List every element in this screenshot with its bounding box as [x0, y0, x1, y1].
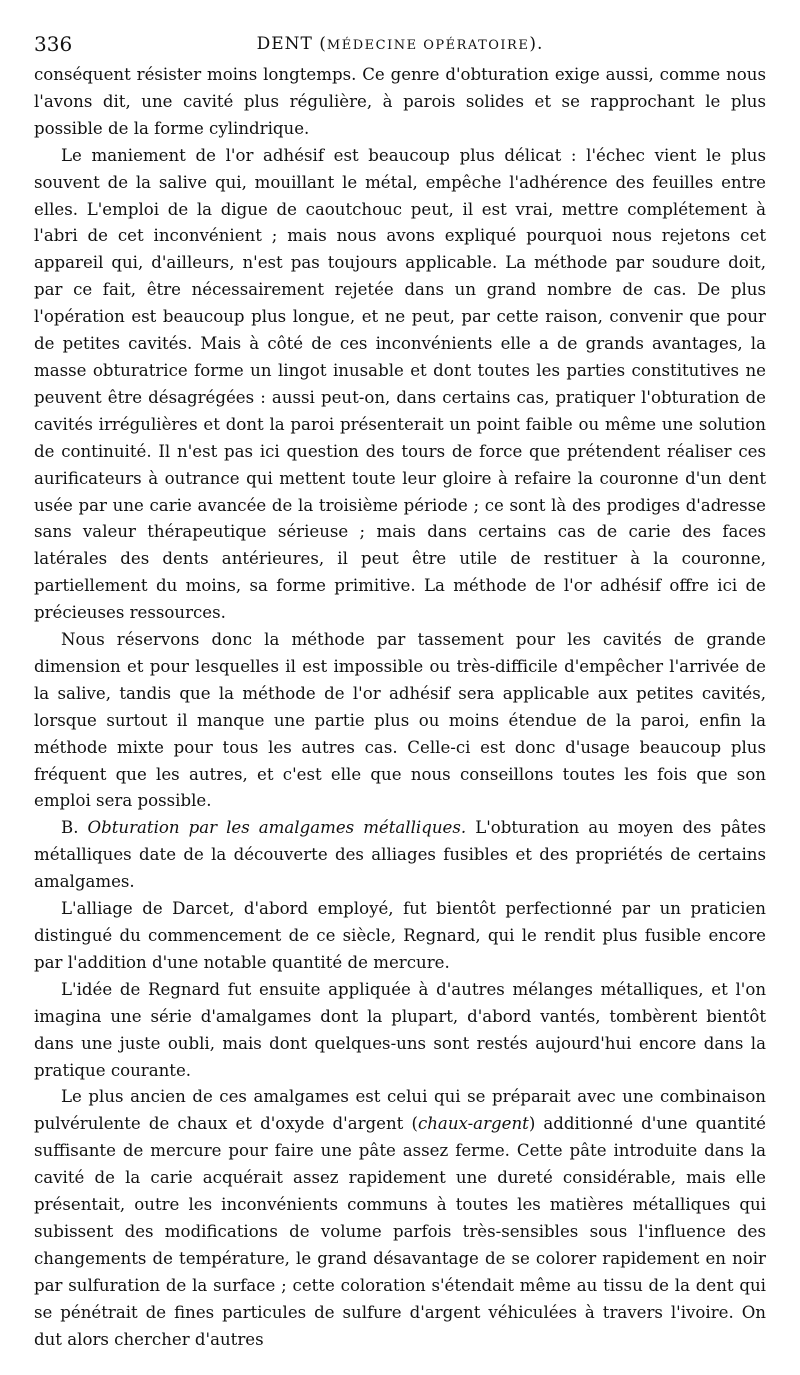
running-title	[34, 30, 766, 60]
paragraph-continuation: conséquent résister moins longtemps. Ce genre d'obturation exige aussi, comme nous l'avons dit, une cavité plus régulière, à parois solides et se rapprochant le plus possible de la forme cylindrique.	[34, 65, 766, 138]
running-title-open: (	[312, 34, 327, 54]
page-number: 336	[34, 32, 73, 56]
chaux-argent-italic: chaux-argent	[417, 1114, 529, 1134]
running-title-main: DENT	[256, 34, 313, 54]
chaux-argent-text-b: ) additionné d'une quantité suffisante de mercure pour faire une pâte assez ferme. Cette pâte introduite dans la cavité de la carie acquérait assez rapidement une dureté considérable, mais elle présentait, outre les inconvénients communs à toutes les matières métalliques qui subissent des modifications de volume parfois très-sensibles sous l'influence des changements de température, le grand désavantage de se colorer rapidement en noir par sulfuration de la surface ; cette coloration s'étendait même au tissu de la dent qui se pénétrait de fines particules de sulfure d'argent véhiculées à travers l'ivoire. On dut alors chercher d'autres	[34, 1114, 766, 1349]
paragraph-alliage-darcet: L'alliage de Darcet, d'abord employé, fut bientôt perfectionné par un praticien distingué du commencement de ce siècle, Regnard, qui le rendit plus fusible encore par l'addition d'une notable quantité de mercure.	[34, 899, 766, 972]
chaux-argent-text-a: Le plus ancien de ces amalgames est celui qui se préparait avec une combinaison pulvérulente de chaux et d'oxyde d'argent (	[34, 1087, 766, 1134]
paragraph-or-adhesif: Le maniement de l'or adhésif est beaucoup plus délicat : l'échec vient le plus souvent de la salive qui, mouillant le métal, empêche l'adhérence des feuilles entre elles. L'emploi de la digue de caoutchouc peut, il est vrai, mettre complétement à l'abri de cet inconvénient ; mais nous avons expliqué pourquoi nous rejetons cet appareil qui, d'ailleurs, n'est pas toujours applicable. La méthode par soudure doit, par ce fait, être nécessairement rejetée dans un grand nombre de cas. De plus l'opération est beaucoup plus longue, et ne peut, par cette raison, convenir que pour de petites cavités. Mais à côté de ces inconvénients elle a de grands avantages, la masse obturatrice forme un lingot inusable et dont toutes les parties constitutives ne peuvent être désagrégées : aussi peut-on, dans certains cas, pratiquer l'obturation de cavités irrégulières et dont la paroi présenterait un point faible ou même une solution de continuité. Il n'est pas ici question des tours de force que prétendent réaliser ces aurificateurs à outrance qui mettent toute leur gloire à refaire la couronne d'un dent usée par une carie avancée de la troisième période ; ce sont là des prodiges d'adresse sans valeur thérapeutique sérieuse ; mais dans certains cas de carie des faces latérales des dents antérieures, il peut être utile de restituer à la couronne, partiellement du moins, sa forme primitive. La méthode de l'or adhésif offre ici de précieuses ressources.	[34, 145, 766, 623]
section-text: L'obturation au moyen des pâtes métalliques date de la découverte des alliages fusibles et des propriétés de certains amalgames.	[34, 818, 766, 892]
running-header	[34, 30, 766, 58]
paragraph-chaux-argent	[34, 1084, 766, 1353]
running-title-close: ).	[529, 34, 544, 54]
body-text	[34, 62, 766, 1354]
section-title: Obturation par les amalgames métalliques.	[87, 818, 467, 838]
paragraph-section-amalgames	[34, 815, 766, 896]
paragraph-methode-tassement: Nous réservons donc la méthode par tassement pour les cavités de grande dimension et pour lesquelles il est impossible ou très-difficile d'empêcher l'arrivée de la salive, tandis que la méthode de l'or adhésif sera applicable aux petites cavités, lorsque surtout il manque une partie plus ou moins étendue de la paroi, enfin la méthode mixte pour tous les autres cas. Celle-ci est donc d'usage beaucoup plus fréquent que les autres, et c'est elle que nous conseillons toutes les fois que son emploi sera possible.	[34, 630, 766, 811]
paragraph-idee-regnard: L'idée de Regnard fut ensuite appliquée à d'autres mélanges métalliques, et l'on imagina une série d'amalgames dont la plupart, d'abord vantés, tombèrent bientôt dans une juste oubli, mais dont quelques-uns sont restés aujourd'hui encore dans la pratique courante.	[34, 979, 766, 1080]
running-title-subtitle: MÉDECINE OPÉRATOIRE	[326, 38, 530, 53]
section-label: B.	[61, 818, 79, 838]
